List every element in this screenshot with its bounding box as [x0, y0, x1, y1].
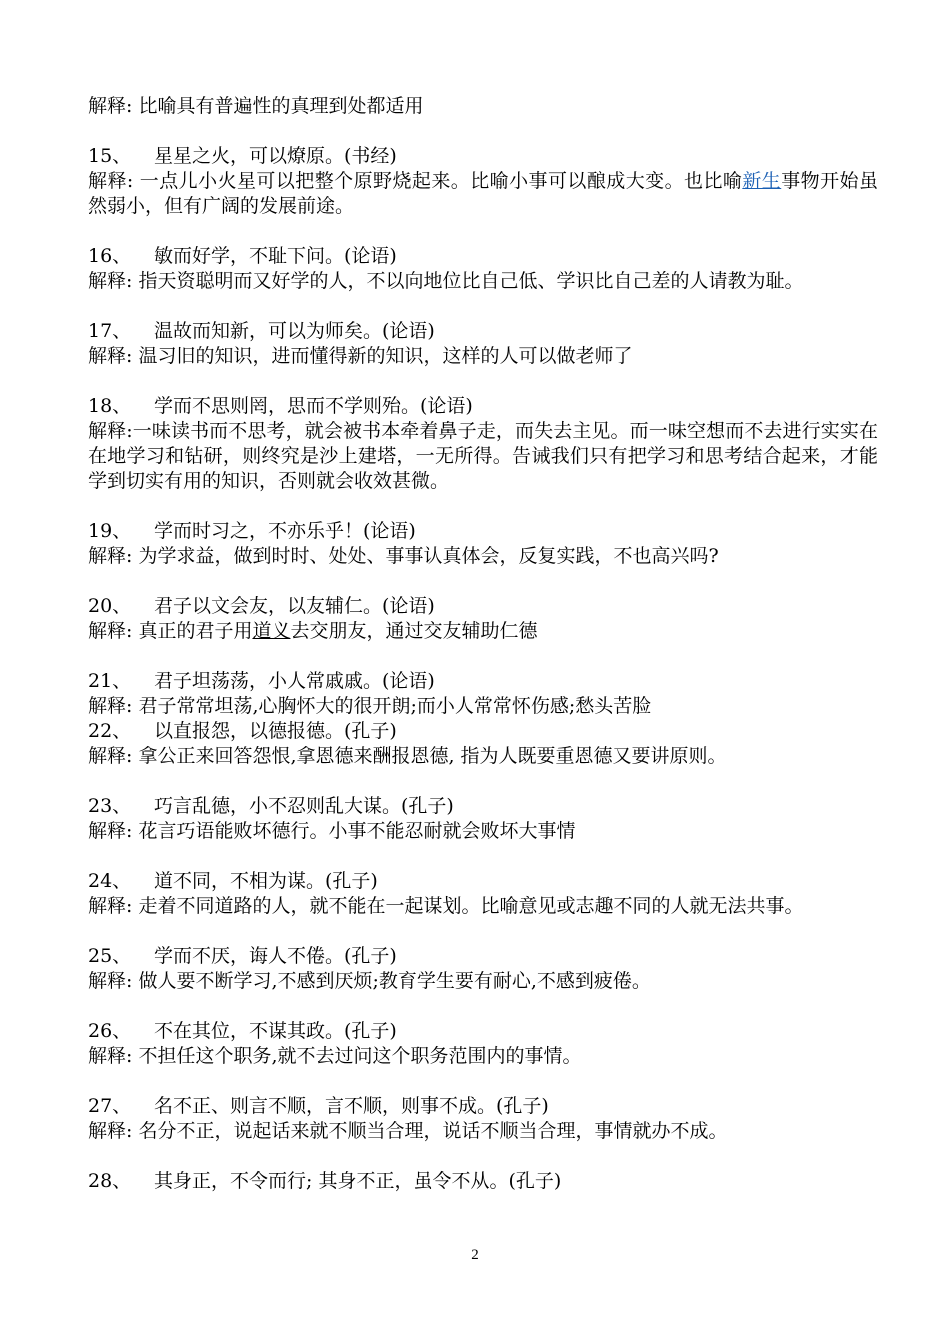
entry-quote-text: 君子以文会友，以友辅仁。(论语) [154, 595, 435, 617]
explanation-text: 事物开始虽然弱小，但有广阔的发展前途。 [88, 170, 878, 217]
page-number: 2 [471, 1247, 479, 1263]
entry-number: 21、 [88, 670, 132, 692]
entry-quote-text: 道不同，不相为谋。(孔子) [154, 870, 378, 892]
entry-quote-text: 君子坦荡荡，小人常戚戚。(论语) [154, 670, 435, 692]
entry-quote [88, 869, 878, 894]
link-xinsheng[interactable]: 新生 [742, 170, 782, 192]
entry-quote [88, 944, 878, 969]
entry-quote-text: 温故而知新，可以为师矣。(论语) [154, 320, 435, 342]
entry-number: 22、 [88, 720, 132, 742]
entry-explanation: 解释: 拿公正来回答怨恨,拿恩德来酬报恩德, 指为人既要重恩德又要讲原则。 [88, 745, 727, 767]
entry-quote-text: 学而时习之，不亦乐乎！(论语) [154, 520, 416, 542]
entry-quote-text: 敏而好学，不耻下问。(论语) [154, 245, 397, 267]
entry-quote [88, 794, 878, 819]
entry-explanation [88, 169, 878, 219]
entry-number: 23、 [88, 795, 132, 817]
entry-number: 28、 [88, 1170, 132, 1192]
entry-quote-text: 其身正，不令而行; 其身不正，虽令不从。(孔子) [154, 1170, 562, 1192]
document-body [88, 94, 878, 1194]
underlined-term: 道义 [252, 620, 291, 642]
entry-quote [88, 719, 878, 744]
entry-quote [88, 519, 878, 544]
entry-number: 24、 [88, 870, 132, 892]
entry-explanation: 解释:一味读书而不思考，就会被书本牵着鼻子走，而失去主见。而一味空想而不去进行实实在在地学习和钻研，则终究是沙上建塔，一无所得。告诫我们只有把学习和思考结合起来，才能学到切实有用的知识，否则就会收效甚微。 [88, 420, 878, 492]
entry-quote [88, 244, 878, 269]
entry-quote [88, 594, 878, 619]
entry-explanation: 解释: 不担任这个职务,就不去过问这个职务范围内的事情。 [88, 1045, 582, 1067]
entry-quote [88, 669, 878, 694]
entry-quote [88, 1094, 878, 1119]
entry-explanation: 解释: 走着不同道路的人，就不能在一起谋划。比喻意见或志趣不同的人就无法共事。 [88, 895, 804, 917]
entry-quote-text: 不在其位，不谋其政。(孔子) [154, 1020, 397, 1042]
entry-explanation: 解释: 花言巧语能败坏德行。小事不能忍耐就会败坏大事情 [88, 820, 576, 842]
entry-number: 26、 [88, 1020, 132, 1042]
entry-number: 19、 [88, 520, 132, 542]
entry-quote-text: 巧言乱德，小不忍则乱大谋。(孔子) [154, 795, 454, 817]
entry-quote-text: 以直报怨，以德报德。(孔子) [154, 720, 397, 742]
entry-quote [88, 394, 878, 419]
entry-quote [88, 319, 878, 344]
entry-quote-text: 学而不厌，诲人不倦。(孔子) [154, 945, 397, 967]
entry-quote-text: 学而不思则罔，思而不学则殆。(论语) [154, 395, 473, 417]
entry-explanation: 解释: 为学求益，做到时时、处处、事事认真体会，反复实践，不也高兴吗? [88, 545, 719, 567]
explanation-text: 去交朋友，通过交友辅助仁德 [290, 620, 538, 642]
entry-quote [88, 144, 878, 169]
entry-explanation: 解释: 君子常常坦荡,心胸怀大的很开朗;而小人常常怀伤感;愁头苦脸 [88, 695, 652, 717]
entry-quote-text: 名不正、则言不顺，言不顺，则事不成。(孔子) [154, 1095, 549, 1117]
entry-quote [88, 1019, 878, 1044]
entry-number: 18、 [88, 395, 132, 417]
entry-quote-text: 星星之火，可以燎原。(书经) [154, 145, 397, 167]
explanation-text: 解释: 一点儿小火星可以把整个原野烧起来。比喻小事可以酿成大变。也比喻 [88, 170, 743, 192]
entry-explanation: 解释: 名分不正，说起话来就不顺当合理，说话不顺当合理，事情就办不成。 [88, 1120, 728, 1142]
explanation-text: 解释: 真正的君子用 [88, 620, 253, 642]
entry-number: 25、 [88, 945, 132, 967]
entry-explanation: 解释: 指天资聪明而又好学的人，不以向地位比自己低、学识比自己差的人请教为耻。 [88, 270, 804, 292]
entry-explanation: 解释: 做人要不断学习,不感到厌烦;教育学生要有耐心,不感到疲倦。 [88, 970, 651, 992]
entry-quote [88, 1169, 878, 1194]
entry-explanation: 解释: 温习旧的知识，进而懂得新的知识，这样的人可以做老师了 [88, 345, 633, 367]
intro-explanation: 解释: 比喻具有普遍性的真理到处都适用 [88, 95, 424, 117]
entry-number: 17、 [88, 320, 132, 342]
entry-explanation [88, 619, 878, 644]
entry-number: 20、 [88, 595, 132, 617]
entry-number: 27、 [88, 1095, 132, 1117]
entry-number: 16、 [88, 245, 132, 267]
entry-number: 15、 [88, 145, 132, 167]
